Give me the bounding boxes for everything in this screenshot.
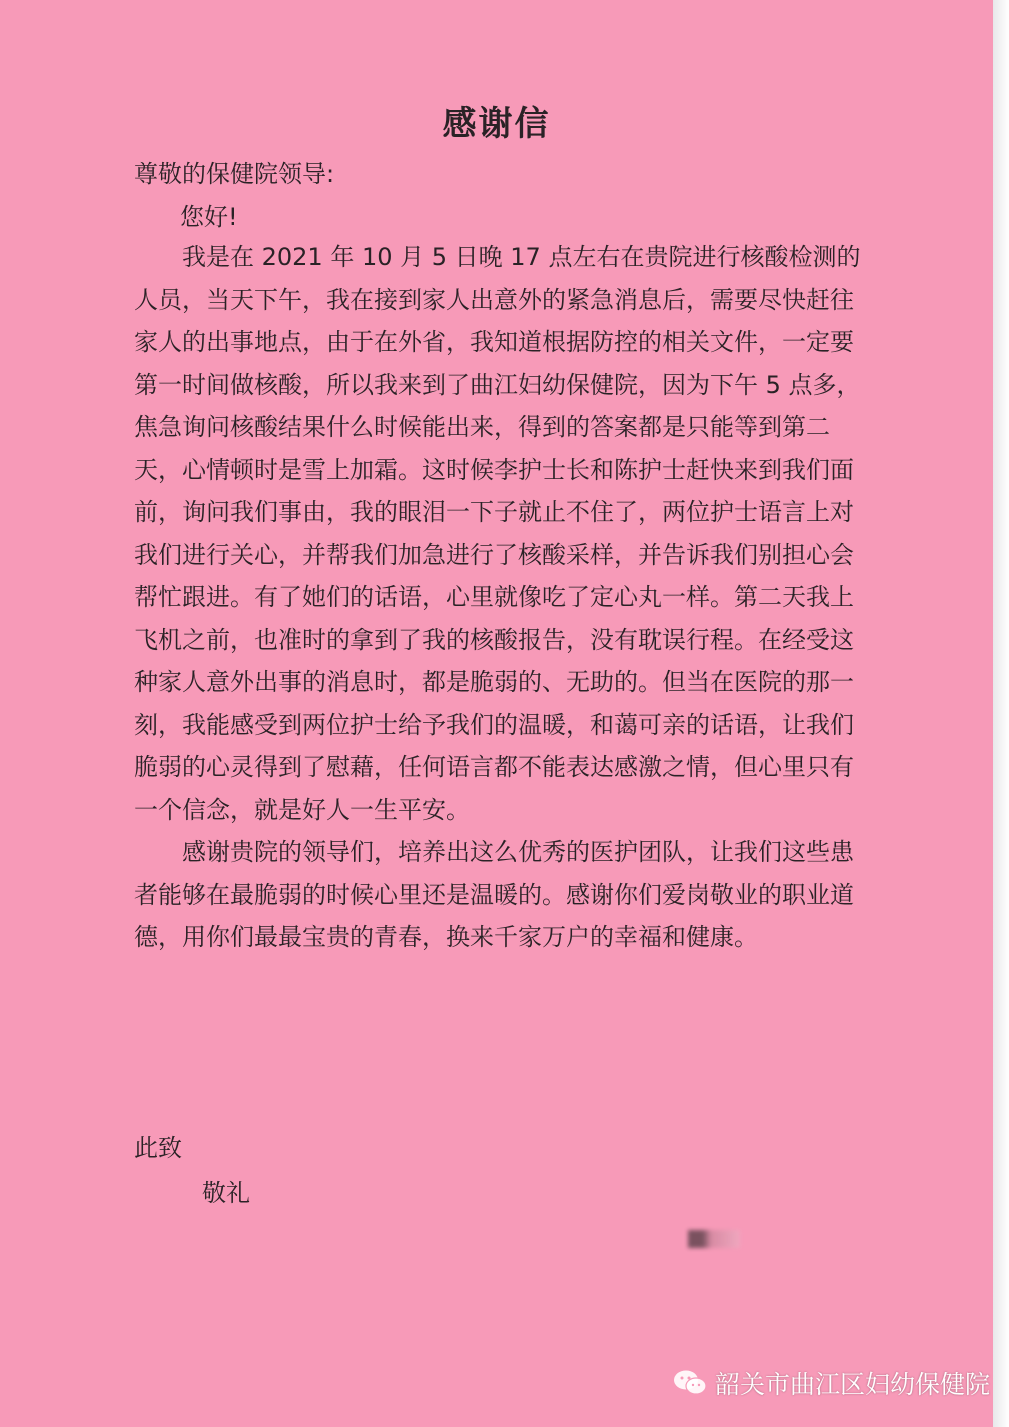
watermark — [673, 1365, 990, 1401]
closing-line-1: 此致 — [134, 1134, 182, 1162]
paragraph-1: 我是在 2021 年 10 月 5 日晚 17 点左右在贵院进行核酸检测的人员，当天下午，我在接到家人出意外的紧急消息后，需要尽快赶往家人的出事地点，由于在外省，我知道根据防控的相关文件，一定要第一时间做核酸，所以我来到了曲江妇幼保健院，因为下午 5 点多，焦急询问核酸结果什么时候能出来，得到的答案都是只能等到第二天，心情顿时是雪上加霜。这时候李护士长和陈护士赶快来到我们面前，询问我们事由，我的眼泪一下子就止不住了，两位护士语言上对我们进行关心，并帮我们加急进行了核酸采样，并告诉我们别担心会帮忙跟进。有了她们的话语，心里就像吃了定心丸一样。第二天我上飞机之前，也准时的拿到了我的核酸报告，没有耽误行程。在经受这种家人意外出事的消息时，都是脆弱的、无助的。但当在医院的那一刻，我能感受到两位护士给予我们的温暖，和蔼可亲的话语，让我们脆弱的心灵得到了慰藉，任何语言都不能表达感激之情，但心里只有一个信念，就是好人一生平安。 — [134, 243, 861, 824]
salutation: 尊敬的保健院领导: — [134, 160, 335, 188]
greeting: 您好! — [180, 203, 238, 231]
paragraph-2: 感谢贵院的领导们，培养出这么优秀的医护团队，让我们这些患者能够在最脆弱的时候心里还是温暖的。感谢你们爱岗敬业的职业道德，用你们最最宝贵的青春，换来千家万户的幸福和健康。 — [134, 838, 854, 951]
closing-line-2: 敬礼 — [202, 1179, 250, 1207]
letter-body — [134, 236, 864, 959]
wechat-icon — [673, 1369, 707, 1397]
blurred-signature — [688, 1230, 740, 1248]
page-edge — [993, 0, 1009, 1427]
watermark-text: 韶关市曲江区妇幼保健院 — [715, 1370, 991, 1399]
letter-title: 感谢信 — [442, 104, 551, 144]
